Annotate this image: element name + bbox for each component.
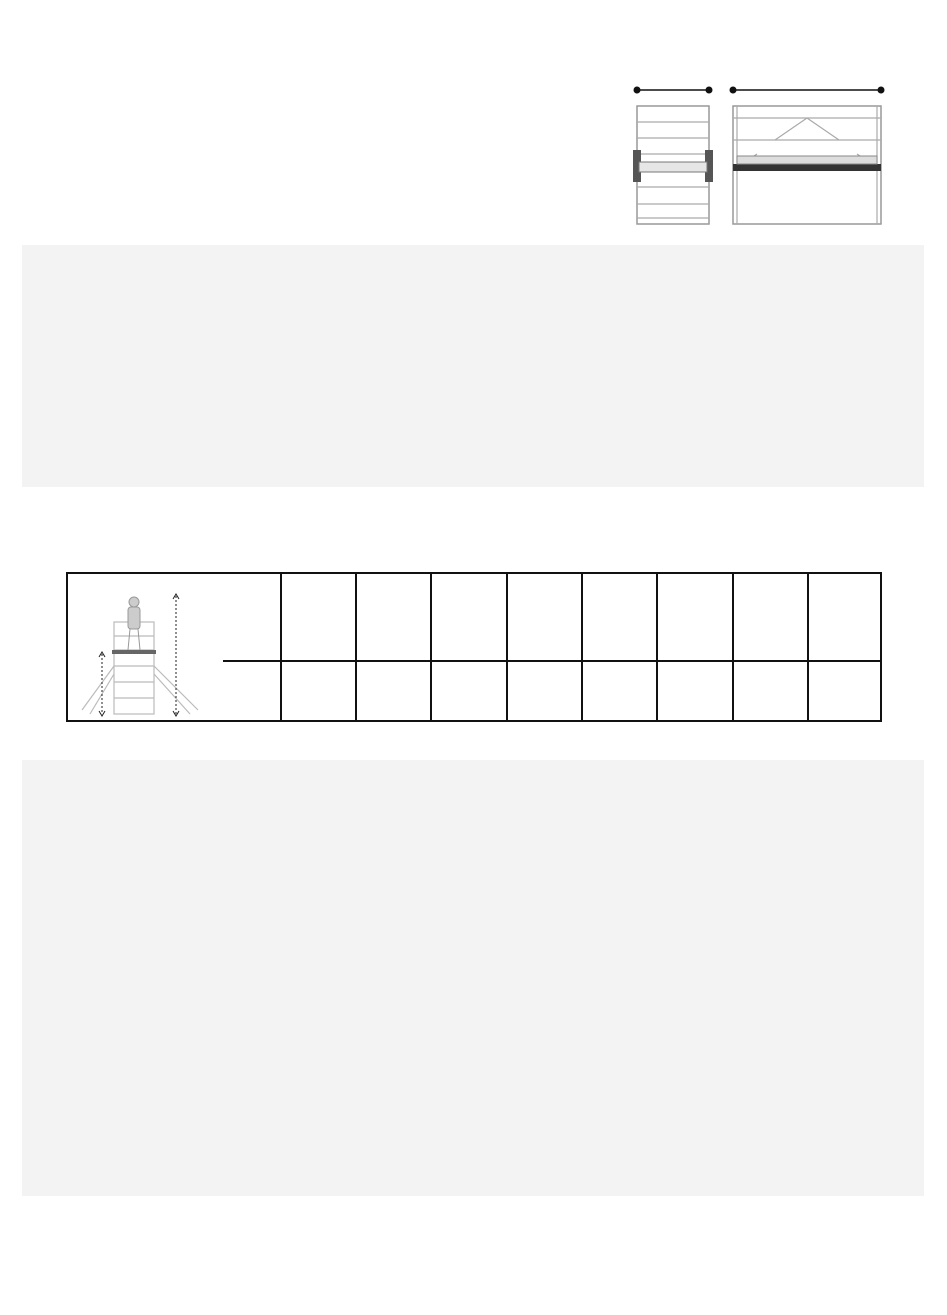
spec-column-10m: [656, 574, 730, 720]
spec-column-12m: [732, 574, 806, 720]
spec-column-7m: [506, 574, 580, 720]
dimension-drawing: [625, 62, 895, 232]
top-row-scaffolds: [0, 245, 947, 490]
height-diagram: [68, 574, 282, 720]
spec-column-5m: [355, 574, 429, 720]
height-spec-table: [66, 572, 882, 722]
page-title: [24, 86, 34, 153]
spec-column-14m: [807, 574, 881, 720]
spec-column-8m: [581, 574, 655, 720]
spec-column-4m: [280, 574, 354, 720]
bottom-row-scaffolds: [0, 758, 947, 1198]
spec-column-6m: [430, 574, 504, 720]
scaffold-plan-drawing: [625, 62, 895, 232]
worker-on-scaffold-diagram: [68, 574, 280, 720]
